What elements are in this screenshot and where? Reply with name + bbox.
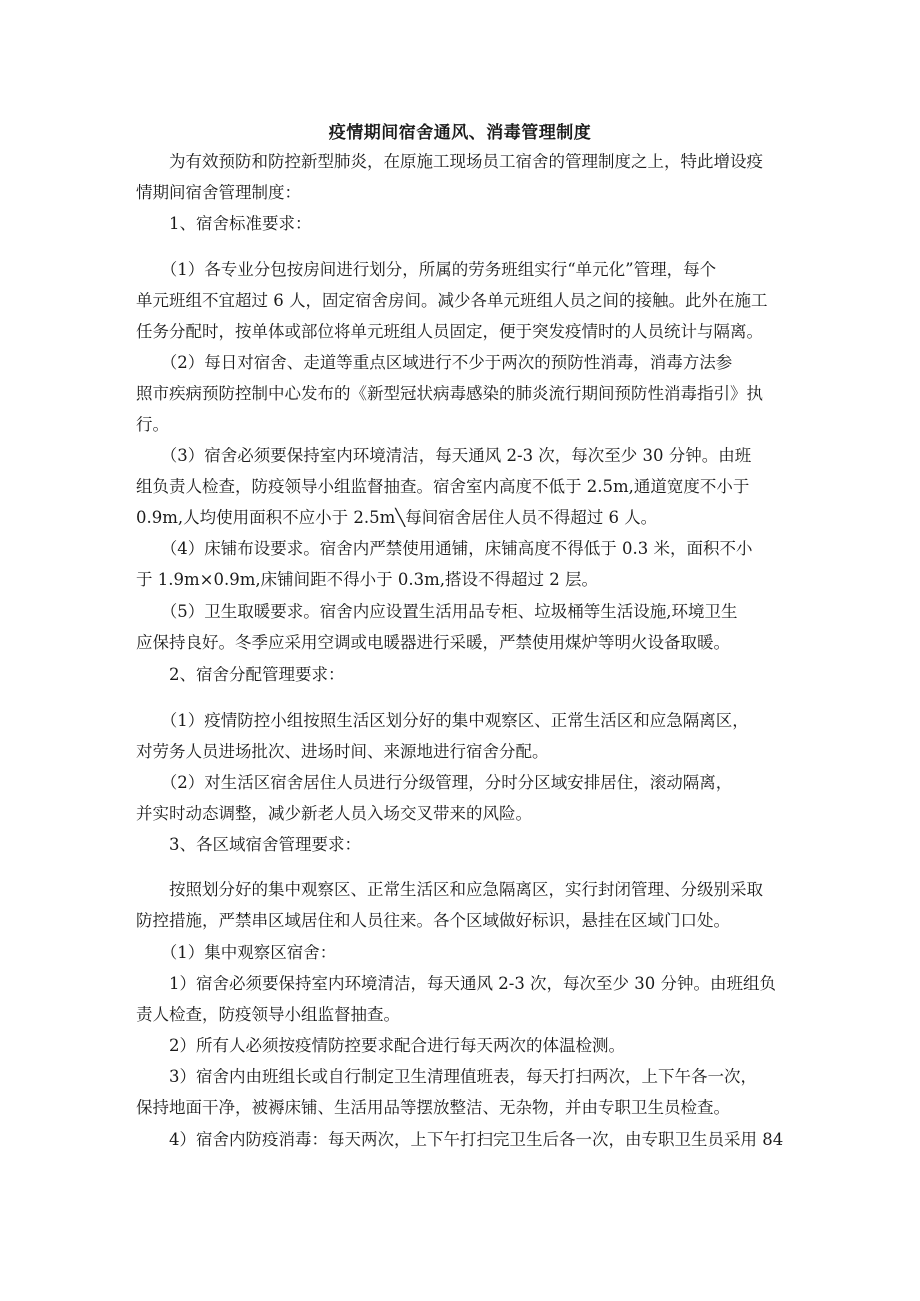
paragraph-1-4: （4）床铺布设要求。宿舍内严禁使用通铺，床铺高度不得低于 0.3 米，面积不小 于 1.9m×0.9m,床铺间距不得小于 0.3m,搭设不得超过 2 层。	[136, 539, 753, 589]
heading-3-1: （1）集中观察区宿舍：	[136, 943, 337, 962]
paragraph-1-3: （3）宿舍必须要保持室内环境清洁，每天通风 2-3 次，每次至少 30 分钟。由班 组负责人检查，防疫领导小组监督抽查。宿舍室内高度不低于 2.5m,通道宽度不小于 0.9m,人均使用面积不应小于 2.5m╲每间宿舍居住人员不得超过 6 人。	[136, 446, 752, 527]
heading-section-1: 1、宿舍标准要求：	[136, 214, 312, 233]
paragraph-3-1-2: 2）所有人必须按疫情防控要求配合进行每天两次的体温检测。	[136, 1036, 625, 1055]
paragraph-3-1-3: 3）宿舍内由班组长或自行制定卫生清理值班表，每天打扫两次，上下午各一次， 保持地面干净，被褥床铺、生活用品等摆放整洁、无杂物，并由专职卫生员检查。	[136, 1067, 757, 1117]
heading-section-2: 2、宿舍分配管理要求：	[136, 665, 345, 684]
paragraph-1-2: （2）每日对宿舍、走道等重点区域进行不少于两次的预防性消毒，消毒方法参 照市疾病预防控制中心发布的《新型冠状病毒感染的肺炎流行期间预防性消毒指引》执 行。	[136, 353, 763, 434]
paragraph-3-intro: 按照划分好的集中观察区、正常生活区和应急隔离区，实行封闭管理、分级别采取 防控措施，严禁串区域居住和人员往来。各个区域做好标识，悬挂在区域门口处。	[136, 880, 763, 930]
paragraph-2-1: （1）疫情防控小组按照生活区划分好的集中观察区、正常生活区和应急隔离区， 对劳务人员进场批次、进场时间、来源地进行宿舍分配。	[136, 711, 749, 761]
paragraph-3-1-1: 1）宿舍必须要保持室内环境清洁，每天通风 2-3 次，每次至少 30 分钟。由班组负 责人检查，防疫领导小组监督抽查。	[136, 974, 777, 1024]
paragraph-2-2: （2）对生活区宿舍居住人员进行分级管理，分时分区域安排居住，滚动隔离， 并实时动态调整，减少新老人员入场交叉带来的风险。	[136, 773, 733, 823]
document-title: 疫情期间宿舍通风、消毒管理制度	[328, 123, 592, 143]
paragraph-3-1-4: 4）宿舍内防疫消毒：每天两次，上下午打扫完卫生后各一次，由专职卫生员采用 84	[136, 1130, 784, 1149]
paragraph-1-1: （1）各专业分包按房间进行划分，所属的劳务班组实行“单元化”管理，每个 单元班组不宜超过 6 人，固定宿舍房间。减少各单元班组人员之间的接触。此外在施工 任务分配时，按单体或部位将单元班组人员固定，便于突发疫情时的人员统计与隔离。	[136, 260, 768, 341]
paragraph-intro: 为有效预防和防控新型肺炎，在原施工现场员工宿舍的管理制度之上，特此增设疫 情期间宿舍管理制度：	[136, 152, 763, 202]
heading-section-3: 3、各区域宿舍管理要求：	[136, 835, 361, 854]
paragraph-1-5: （5）卫生取暖要求。宿舍内应设置生活用品专柜、垃圾桶等生活设施,环境卫生 应保持良好。冬季应采用空调或电暖器进行采暖，严禁使用煤炉等明火设备取暖。	[136, 602, 738, 652]
